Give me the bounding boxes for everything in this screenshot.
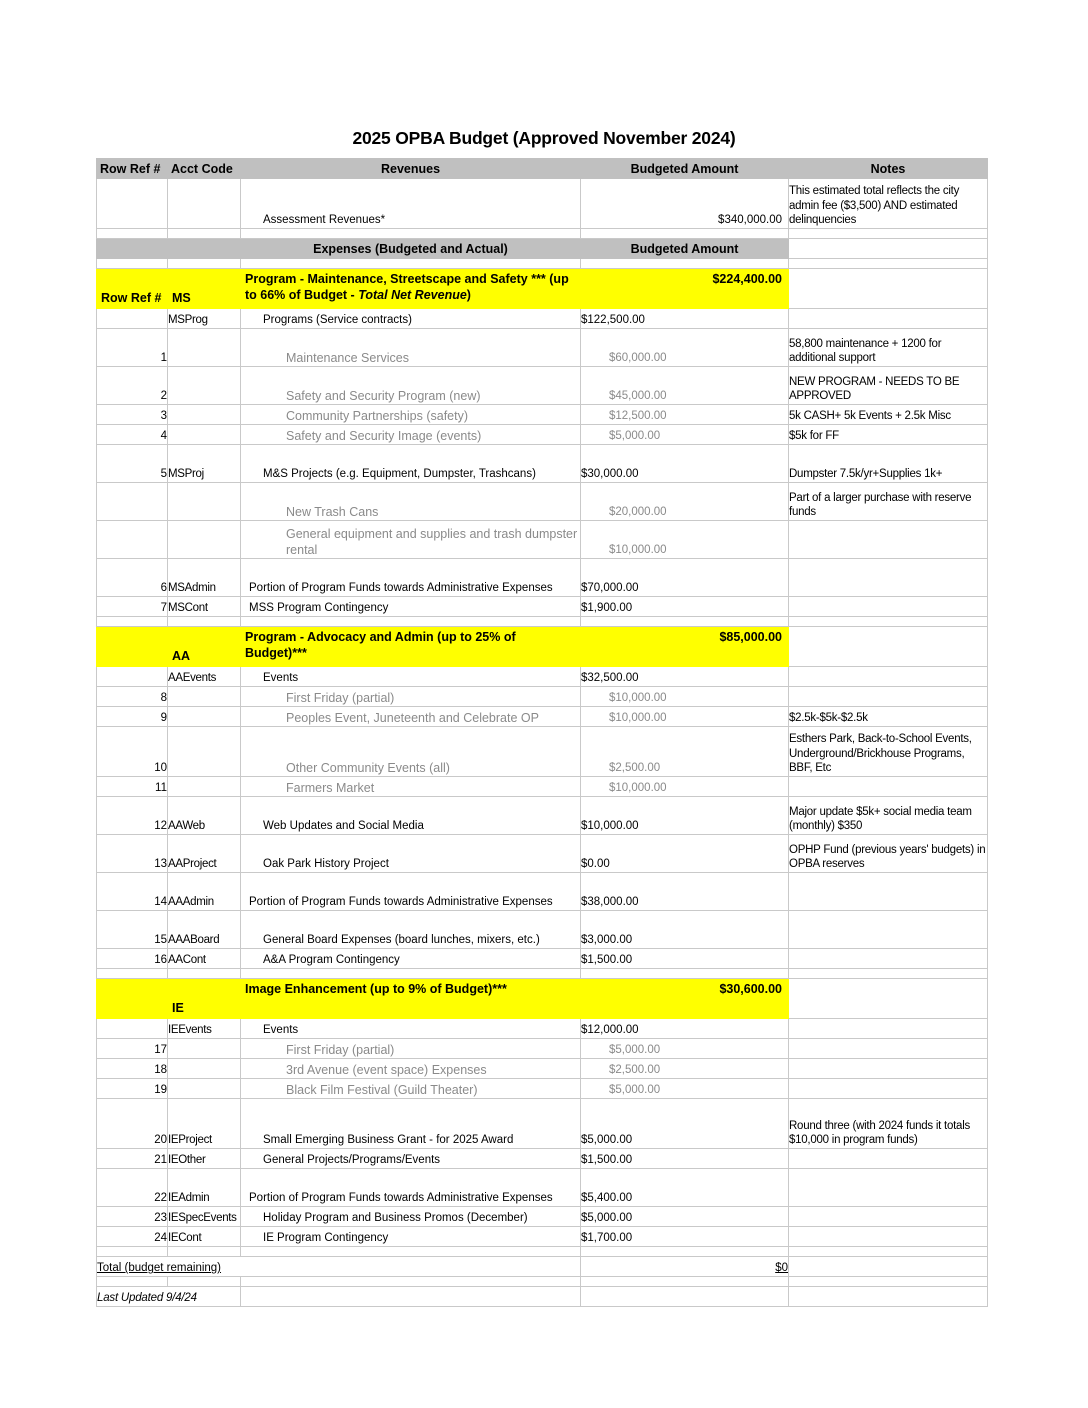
cell-description: Safety and Security Program (new): [241, 367, 581, 405]
cell-description: First Friday (partial): [241, 1039, 581, 1059]
spacer-row: [97, 259, 988, 269]
total-notes: [789, 1257, 988, 1277]
spacer-row: [97, 1277, 988, 1287]
cell-row-ref: [97, 521, 168, 559]
cell-acct-code: MSCont: [168, 597, 241, 617]
cell-amount: $5,000.00: [581, 1207, 789, 1227]
table-header-row: [97, 159, 988, 179]
table-row: [97, 1207, 988, 1227]
cell-description: Portion of Program Funds towards Administrative Expenses: [241, 559, 581, 597]
last-updated-row: [97, 1287, 988, 1307]
cell-notes: This estimated total reflects the city admin fee ($3,500) AND estimated delinquencies: [789, 179, 988, 229]
table-row: [97, 483, 988, 521]
spacer-cell: [581, 617, 789, 627]
cell-row-ref: 1: [97, 329, 168, 367]
last-updated-amt: [581, 1287, 789, 1307]
cell-description: Safety and Security Image (events): [241, 425, 581, 445]
cell-notes: [789, 777, 988, 797]
cell-amount: $2,500.00: [581, 727, 789, 777]
cell-amount: $0.00: [581, 835, 789, 873]
table-row: [97, 949, 988, 969]
spacer-cell: [168, 1247, 241, 1257]
cell-acct-code: AAAdmin: [168, 873, 241, 911]
cell-amount: $1,700.00: [581, 1227, 789, 1247]
page-title: 2025 OPBA Budget (Approved November 2024): [352, 128, 736, 148]
section-row-ref-label-MS: Row Ref #: [97, 269, 168, 309]
spacer-cell: [168, 969, 241, 979]
cell-notes: [789, 1019, 988, 1039]
cell-description: Other Community Events (all): [241, 727, 581, 777]
section-header-row-IE: [97, 979, 988, 1019]
section-acct-code-MS: MS: [168, 269, 241, 309]
cell-notes: [789, 667, 988, 687]
cell-notes: Part of a larger purchase with reserve funds: [789, 483, 988, 521]
cell-description: Oak Park History Project: [241, 835, 581, 873]
spacer-cell: [581, 1277, 789, 1287]
cell-notes: Round three (with 2024 funds it totals $10,000 in program funds): [789, 1099, 988, 1149]
cell-description: Small Emerging Business Grant - for 2025 Award: [241, 1099, 581, 1149]
expenses-header-amount-label: Budgeted Amount: [581, 239, 789, 259]
cell-notes: $2.5k-$5k-$2.5k: [789, 707, 988, 727]
spacer-cell: [789, 259, 988, 269]
cell-description: 3rd Avenue (event space) Expenses: [241, 1059, 581, 1079]
cell-notes: [789, 1169, 988, 1207]
cell-description: IE Program Contingency: [241, 1227, 581, 1247]
cell-row-ref: 2: [97, 367, 168, 405]
table-row: [97, 873, 988, 911]
cell-amount: $10,000.00: [581, 687, 789, 707]
cell-amount: $20,000.00: [581, 483, 789, 521]
cell-row-ref: 17: [97, 1039, 168, 1059]
table-row: [97, 1019, 988, 1039]
cell-row-ref: 10: [97, 727, 168, 777]
section-title-AA: Program - Advocacy and Admin (up to 25% of Budget)***: [241, 627, 581, 667]
section-amount-AA: $85,000.00: [581, 627, 789, 667]
cell-amount: $1,900.00: [581, 597, 789, 617]
cell-row-ref: 7: [97, 597, 168, 617]
cell-row-ref: [97, 483, 168, 521]
cell-acct-code: [168, 687, 241, 707]
cell-description: Events: [241, 667, 581, 687]
cell-row-ref: [97, 667, 168, 687]
section-notes-AA: [789, 627, 988, 667]
budget-table: [96, 158, 988, 1307]
cell-notes: NEW PROGRAM - NEEDS TO BE APPROVED: [789, 367, 988, 405]
expenses-header-label: Expenses (Budgeted and Actual): [241, 239, 581, 259]
cell-acct-code: IEOther: [168, 1149, 241, 1169]
cell-row-ref: 5: [97, 445, 168, 483]
cell-amount: $32,500.00: [581, 667, 789, 687]
cell-amount: $12,500.00: [581, 405, 789, 425]
cell-amount: $2,500.00: [581, 1059, 789, 1079]
cell-row-ref: 24: [97, 1227, 168, 1247]
table-row: [97, 1227, 988, 1247]
cell-row-ref: 13: [97, 835, 168, 873]
spacer-cell: [241, 617, 581, 627]
table-row: [97, 179, 988, 229]
section-notes-IE: [789, 979, 988, 1019]
table-row: [97, 521, 988, 559]
expenses-header-row: [97, 239, 988, 259]
cell-amount: $5,000.00: [581, 425, 789, 445]
column-header-acct-code: Acct Code: [168, 159, 241, 179]
cell-notes: Esthers Park, Back-to-School Events, Underground/Brickhouse Programs, BBF, Etc: [789, 727, 988, 777]
section-header-row-MS: [97, 269, 988, 309]
table-row: [97, 309, 988, 329]
cell-acct-code: AAProject: [168, 835, 241, 873]
spacer-cell: [168, 259, 241, 269]
cell-amount: $10,000.00: [581, 797, 789, 835]
cell-notes: Dumpster 7.5k/yr+Supplies 1k+: [789, 445, 988, 483]
spacer-row: [97, 617, 988, 627]
cell-notes: [789, 873, 988, 911]
cell-acct-code: IECont: [168, 1227, 241, 1247]
spacer-row: [97, 229, 988, 239]
cell-amount: $1,500.00: [581, 949, 789, 969]
cell-amount: $30,000.00: [581, 445, 789, 483]
cell-amount: $38,000.00: [581, 873, 789, 911]
cell-amount: $10,000.00: [581, 707, 789, 727]
cell-acct-code: [168, 521, 241, 559]
cell-description: Black Film Festival (Guild Theater): [241, 1079, 581, 1099]
spacer-cell: [241, 229, 581, 239]
table-row: [97, 559, 988, 597]
cell-row-ref: 20: [97, 1099, 168, 1149]
spacer-cell: [97, 229, 168, 239]
cell-acct-code: MSProj: [168, 445, 241, 483]
spacer-cell: [241, 1277, 581, 1287]
cell-description: Portion of Program Funds towards Administrative Expenses: [241, 873, 581, 911]
cell-acct-code: AAABoard: [168, 911, 241, 949]
cell-description: MSS Program Contingency: [241, 597, 581, 617]
cell-notes: [789, 911, 988, 949]
cell-description: General Projects/Programs/Events: [241, 1149, 581, 1169]
cell-row-ref: 16: [97, 949, 168, 969]
cell-description: Peoples Event, Juneteenth and Celebrate OP: [241, 707, 581, 727]
section-row-ref-label-IE: [97, 979, 168, 1019]
section-row-ref-label-AA: [97, 627, 168, 667]
cell-row-ref: 18: [97, 1059, 168, 1079]
cell-notes: [789, 559, 988, 597]
table-row: [97, 1099, 988, 1149]
cell-description: Maintenance Services: [241, 329, 581, 367]
section-title-italic-MS: Total Net Revenue: [358, 288, 467, 302]
cell-description: General Board Expenses (board lunches, mixers, etc.): [241, 911, 581, 949]
cell-amount: $3,000.00: [581, 911, 789, 949]
spacer-cell: [168, 617, 241, 627]
cell-acct-code: IESpecEvents: [168, 1207, 241, 1227]
cell-amount: $70,000.00: [581, 559, 789, 597]
table-row: [97, 1169, 988, 1207]
cell-notes: OPHP Fund (previous years' budgets) in OPBA reserves: [789, 835, 988, 873]
cell-row-ref: [97, 309, 168, 329]
cell-description: Assessment Revenues*: [241, 179, 581, 229]
cell-amount: $5,000.00: [581, 1039, 789, 1059]
table-row: [97, 367, 988, 405]
cell-description: Farmers Market: [241, 777, 581, 797]
section-title-IE: Image Enhancement (up to 9% of Budget)***: [241, 979, 581, 1019]
section-notes-MS: [789, 269, 988, 309]
section-acct-code-IE: IE: [168, 979, 241, 1019]
cell-amount: $340,000.00: [581, 179, 789, 229]
cell-notes: [789, 949, 988, 969]
cell-row-ref: 9: [97, 707, 168, 727]
spacer-cell: [97, 1277, 168, 1287]
spacer-cell: [97, 617, 168, 627]
cell-acct-code: IEEvents: [168, 1019, 241, 1039]
last-updated-label: Last Updated 9/4/24: [97, 1287, 241, 1307]
cell-notes: Major update $5k+ social media team (monthly) $350: [789, 797, 988, 835]
cell-amount: $5,400.00: [581, 1169, 789, 1207]
cell-notes: [789, 1149, 988, 1169]
spacer-cell: [789, 229, 988, 239]
spacer-cell: [241, 259, 581, 269]
cell-acct-code: [168, 367, 241, 405]
cell-acct-code: [168, 1079, 241, 1099]
cell-notes: 58,800 maintenance + 1200 for additional support: [789, 329, 988, 367]
cell-amount: $12,000.00: [581, 1019, 789, 1039]
cell-acct-code: [168, 1039, 241, 1059]
table-row: [97, 445, 988, 483]
cell-acct-code: [168, 425, 241, 445]
section-amount-IE: $30,600.00: [581, 979, 789, 1019]
spacer-cell: [581, 259, 789, 269]
cell-description: Programs (Service contracts): [241, 309, 581, 329]
cell-row-ref: 3: [97, 405, 168, 425]
spacer-cell: [789, 1277, 988, 1287]
table-row: [97, 707, 988, 727]
spacer-cell: [789, 617, 988, 627]
table-row: [97, 1149, 988, 1169]
cell-acct-code: [168, 483, 241, 521]
spacer-cell: [241, 1247, 581, 1257]
table-row: [97, 835, 988, 873]
cell-row-ref: 22: [97, 1169, 168, 1207]
cell-amount: $10,000.00: [581, 777, 789, 797]
cell-acct-code: IEProject: [168, 1099, 241, 1149]
table-row: [97, 777, 988, 797]
cell-description: Community Partnerships (safety): [241, 405, 581, 425]
total-amount: $0: [581, 1257, 789, 1277]
cell-acct-code: [168, 329, 241, 367]
cell-notes: 5k CASH+ 5k Events + 2.5k Misc: [789, 405, 988, 425]
table-row: [97, 687, 988, 707]
expenses-header-acct: [168, 239, 241, 259]
cell-acct-code: [168, 707, 241, 727]
cell-amount: $1,500.00: [581, 1149, 789, 1169]
cell-amount: $5,000.00: [581, 1079, 789, 1099]
total-label: Total (budget remaining): [97, 1257, 581, 1277]
cell-row-ref: 12: [97, 797, 168, 835]
cell-notes: [789, 1059, 988, 1079]
cell-amount: $60,000.00: [581, 329, 789, 367]
cell-acct-code: [168, 727, 241, 777]
spacer-cell: [581, 229, 789, 239]
cell-description: First Friday (partial): [241, 687, 581, 707]
expenses-header-ref: [97, 239, 168, 259]
cell-amount: $122,500.00: [581, 309, 789, 329]
cell-notes: [789, 1227, 988, 1247]
cell-notes: [789, 687, 988, 707]
cell-notes: [789, 597, 988, 617]
cell-description: A&A Program Contingency: [241, 949, 581, 969]
cell-description: Holiday Program and Business Promos (December): [241, 1207, 581, 1227]
cell-amount: $10,000.00: [581, 521, 789, 559]
table-row: [97, 911, 988, 949]
section-title-MS: Program - Maintenance, Streetscape and Safety *** (up to 66% of Budget - Total Net Revenue): [241, 269, 581, 309]
spacer-cell: [168, 229, 241, 239]
cell-amount: $45,000.00: [581, 367, 789, 405]
spacer-cell: [97, 969, 168, 979]
cell-row-ref: 8: [97, 687, 168, 707]
section-acct-code-AA: AA: [168, 627, 241, 667]
table-row: [97, 1079, 988, 1099]
expenses-header-notes: [789, 239, 988, 259]
spacer-cell: [97, 259, 168, 269]
cell-acct-code: IEAdmin: [168, 1169, 241, 1207]
table-row: [97, 597, 988, 617]
cell-row-ref: [97, 179, 168, 229]
cell-amount: $5,000.00: [581, 1099, 789, 1149]
column-header-budgeted-amount: Budgeted Amount: [581, 159, 789, 179]
cell-acct-code: AAWeb: [168, 797, 241, 835]
spacer-cell: [168, 1277, 241, 1287]
cell-description: Portion of Program Funds towards Administrative Expenses: [241, 1169, 581, 1207]
table-row: [97, 667, 988, 687]
cell-notes: [789, 1039, 988, 1059]
cell-acct-code: [168, 1059, 241, 1079]
cell-row-ref: 19: [97, 1079, 168, 1099]
spacer-cell: [241, 969, 581, 979]
cell-row-ref: 6: [97, 559, 168, 597]
cell-acct-code: MSAdmin: [168, 559, 241, 597]
cell-description: Web Updates and Social Media: [241, 797, 581, 835]
cell-row-ref: 23: [97, 1207, 168, 1227]
cell-row-ref: 21: [97, 1149, 168, 1169]
table-row: [97, 405, 988, 425]
spacer-row: [97, 1247, 988, 1257]
spacer-row: [97, 969, 988, 979]
table-row: [97, 1039, 988, 1059]
total-row: [97, 1257, 988, 1277]
cell-acct-code: AACont: [168, 949, 241, 969]
cell-description: New Trash Cans: [241, 483, 581, 521]
column-header-row-ref: Row Ref #: [97, 159, 168, 179]
section-amount-MS: $224,400.00: [581, 269, 789, 309]
cell-acct-code: [168, 777, 241, 797]
spacer-cell: [789, 1247, 988, 1257]
spacer-cell: [581, 969, 789, 979]
cell-description: M&S Projects (e.g. Equipment, Dumpster, Trashcans): [241, 445, 581, 483]
table-row: [97, 425, 988, 445]
section-header-row-AA: [97, 627, 988, 667]
table-row: [97, 727, 988, 777]
spacer-cell: [581, 1247, 789, 1257]
cell-notes: [789, 521, 988, 559]
cell-acct-code: AAEvents: [168, 667, 241, 687]
cell-notes: $5k for FF: [789, 425, 988, 445]
cell-row-ref: 15: [97, 911, 168, 949]
spacer-cell: [789, 969, 988, 979]
cell-row-ref: 4: [97, 425, 168, 445]
cell-description: Events: [241, 1019, 581, 1039]
table-row: [97, 797, 988, 835]
spacer-cell: [97, 1247, 168, 1257]
cell-row-ref: [97, 1019, 168, 1039]
last-updated-desc: [241, 1287, 581, 1307]
table-row: [97, 1059, 988, 1079]
table-row: [97, 329, 988, 367]
cell-acct-code: MSProg: [168, 309, 241, 329]
cell-description: General equipment and supplies and trash dumpster rental: [241, 521, 581, 559]
budget-table-body: [97, 159, 988, 1307]
cell-row-ref: 11: [97, 777, 168, 797]
column-header-notes: Notes: [789, 159, 988, 179]
cell-notes: [789, 1079, 988, 1099]
cell-acct-code: [168, 179, 241, 229]
last-updated-notes: [789, 1287, 988, 1307]
cell-row-ref: 14: [97, 873, 168, 911]
cell-notes: [789, 309, 988, 329]
column-header-revenues: Revenues: [241, 159, 581, 179]
cell-acct-code: [168, 405, 241, 425]
cell-notes: [789, 1207, 988, 1227]
